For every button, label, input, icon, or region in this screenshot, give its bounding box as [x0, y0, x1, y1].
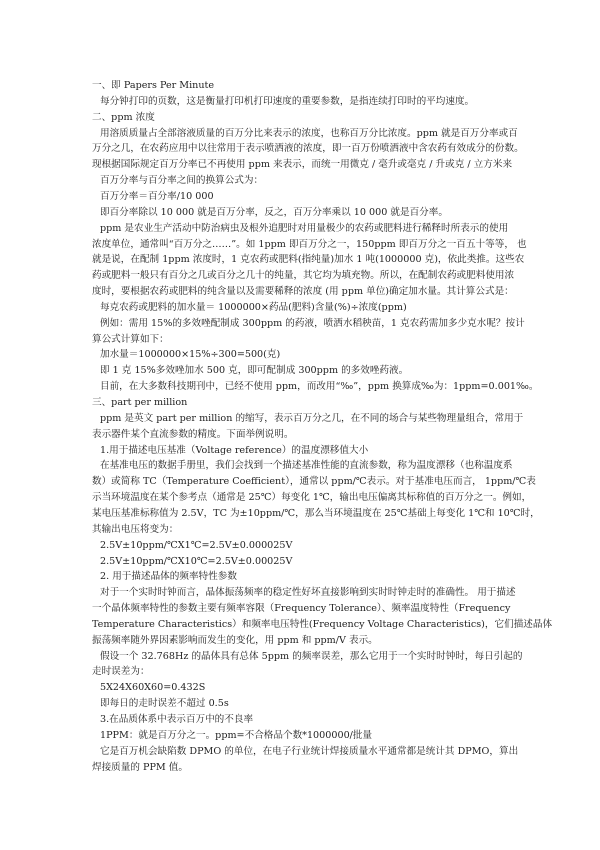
text-line: 现根据国际规定百万分率已不再使用 ppm 来表示，而统一用微克 / 毫升或毫克 / 升或克 / 立方米来: [92, 159, 513, 171]
text-line: 目前，在大多数科技期刊中，已经不使用 ppm，而改用“‰”，ppm 换算成‰为：1ppm=0.001‰。: [100, 381, 539, 393]
section-heading: 一、即 Papers Per Minute: [92, 80, 215, 91]
text-line: ppm 是英文 part per million 的缩写，表示百万分之几，在不同的场合与某些物理量组合，常用于: [100, 412, 524, 424]
text-line: 就是说，在配制 1ppm 浓度时，1 克农药或肥料(指纯量)加水 1 吨(1000000 克)，依此类推。这些农: [92, 254, 525, 266]
text-line: 示当环境温度在某个参考点（通常是 25℃）每变化 1℃，输出电压偏离其标称值的百万分之一。例如，: [92, 492, 532, 504]
text-line: 每克农药或肥料的加水量＝ 1000000×药品(肥料)含量(%)÷浓度(ppm): [100, 301, 407, 313]
section-heading: 三、part per million: [92, 397, 188, 408]
text-line: 百万分率＝百分率/10 000: [100, 190, 214, 202]
text-line: 每分钟打印的页数，这是衡量打印机打印速度的重要参数，是指连续打印时的平均速度。: [100, 95, 475, 107]
text-line: 2.5V±10ppm/℃X10℃=2.5V±0.00025V: [100, 555, 293, 567]
text-line: 药或肥料一般只有百分之几或百分之几十的纯量，其它均为填充物。所以，在配制农药或肥料使用浓: [92, 270, 515, 282]
text-line: 百万分率与百分率之间的换算公式为：: [100, 175, 264, 187]
text-line: 其输出电压将变为：: [92, 523, 179, 535]
text-line: 用溶质质量占全部溶液质量的百万分比来表示的浓度，也称百万分比浓度。ppm 就是百万分率或百: [100, 127, 518, 139]
text-line: 2.5V±10ppm/℃X1℃=2.5V±0.000025V: [100, 539, 293, 551]
text-line: 表示器件某个直流参数的精度。下面举例说明。: [92, 428, 294, 440]
text-line: 假设一个 32.768Hz 的晶体具有总体 5ppm 的频率误差，那么它用于一个实时时钟时，每日引起的: [100, 650, 523, 662]
text-line: 即 1 克 15%多效唑加水 500 克，即可配制成 300ppm 的多效唑药液。: [100, 365, 409, 377]
text-line: 走时误差为：: [92, 666, 150, 678]
text-line: 算公式计算如下：: [92, 333, 169, 345]
text-line: Temperature Characteristics）和频率电压特性(Frequency Voltage Characteristics)，它们描述晶体: [92, 618, 553, 630]
text-line: 它是百万机会缺陷数 DPMO 的单位，在电子行业统计焊接质量水平通常都是统计其 DPMO，算出: [100, 745, 519, 757]
text-line: 一个晶体频率特性的参数主要有频率容限（Frequency Tolerance）、频率温度特性（Frequency: [92, 603, 511, 615]
text-line: 3.在品质体系中表示百万中的不良率: [100, 714, 254, 725]
text-line: 即每日的走时误差不超过 0.5s: [100, 698, 229, 710]
text-line: 1PPM：就是百万分之一。ppm=不合格品个数*1000000/批量: [100, 729, 373, 741]
text-line: 振荡频率随外界因素影响而发生的变化，用 ppm 和 ppm/V 表示。: [92, 634, 378, 646]
section-heading: 二、ppm 浓度: [92, 111, 155, 123]
text-line: 5X24X60X60=0.432S: [100, 682, 206, 694]
text-line: ppm 是农业生产活动中防治病虫及根外追肥时对用量极少的农药或肥料进行稀释时所表示的使用: [100, 222, 509, 234]
text-line: 1.用于描述电压基准（Voltage reference）的温度漂移值大小: [100, 444, 369, 456]
text-line: 加水量＝1000000×15%÷300=500(克): [100, 349, 281, 361]
text-line: 万分之几，在农药应用中以往常用于表示喷洒液的浓度，即一百万份喷洒液中含农药有效成分的份数。: [92, 143, 524, 155]
text-line: 某电压基准标称值为 2.5V，TC 为±10ppm/℃，那么当环境温度在 25℃基础上每变化 1℃和 10℃时，: [92, 507, 540, 519]
text-line: 浓度单位，通常叫“百万分之……”。如 1ppm 即百万分之一，150ppm 即百万分之一百五十等等， 也: [92, 238, 527, 250]
text-line: 即百分率除以 10 000 就是百万分率，反之，百万分率乘以 10 000 就是百分率。: [100, 206, 448, 218]
text-line: 对于一个实时时钟而言，晶体振荡频率的稳定性好坏直接影响到实时时钟走时的准确性。 用于描述: [100, 587, 516, 599]
text-line: 度时，要根据农药或肥料的纯含量以及需要稀释的浓度 (用 ppm 单位)确定加水量。其计算公式是：: [92, 286, 514, 298]
text-line: 例如：需用 15%的多效唑配制成 300ppm 的药液，喷洒水稻秧苗，1 克农药需加多少克水呢？按计: [100, 317, 525, 329]
text-line: 2. 用于描述晶体的频率特性参数: [100, 571, 237, 583]
text-line: 数）或简称 TC（Temperature Coefficient），通常以 ppm/℃表示。对于基准电压而言， 1ppm/℃表: [92, 476, 536, 488]
text-line: 焊接质量的 PPM 值。: [92, 761, 188, 773]
text-line: 在基准电压的数据手册里，我们会找到一个描述基准性能的直流参数，称为温度漂移（也称温度系: [100, 460, 513, 472]
